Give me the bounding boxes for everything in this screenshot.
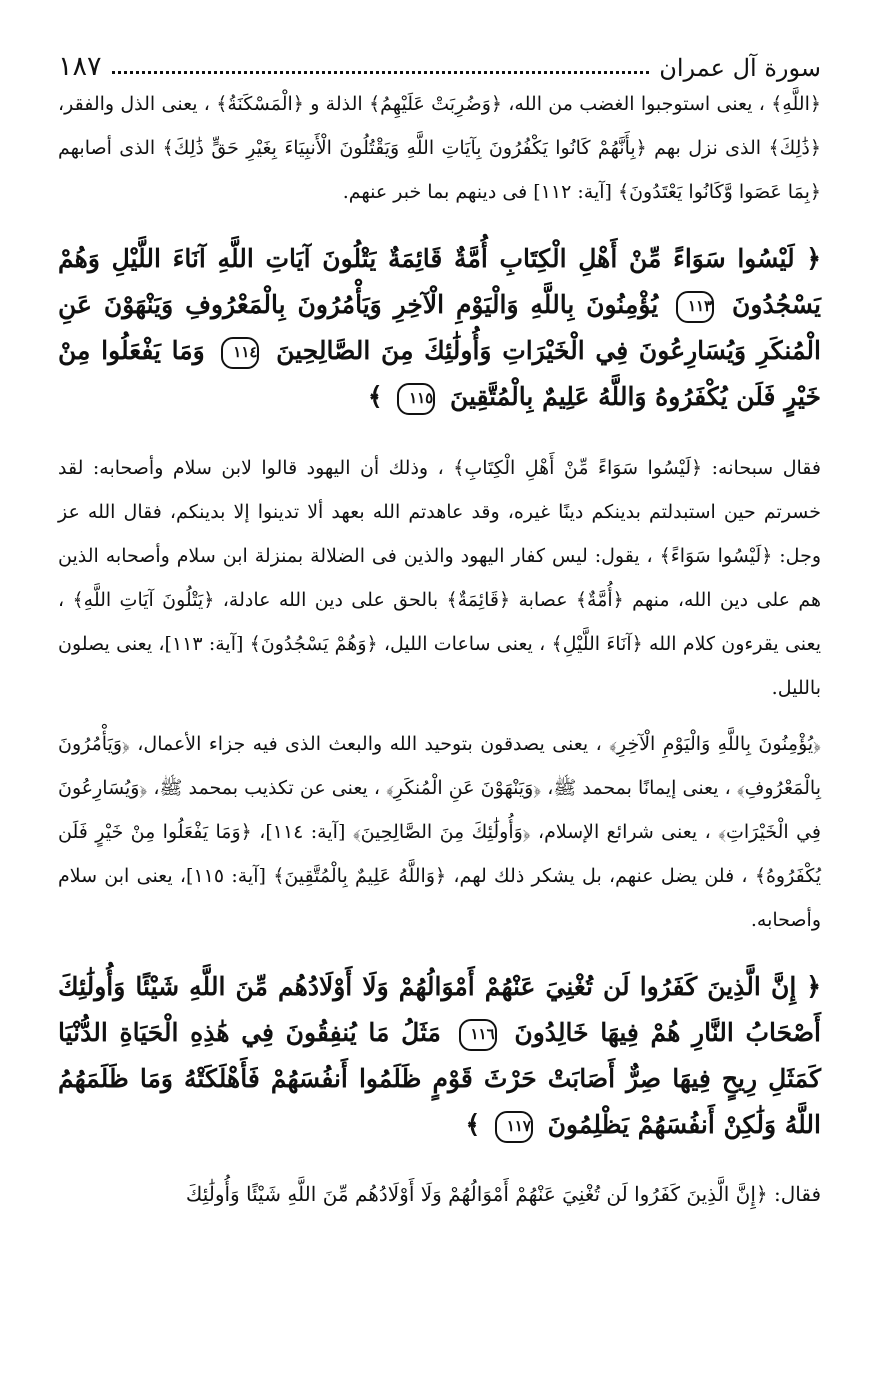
commentary-paragraph: ﴿يُؤْمِنُونَ بِاللَّهِ وَالْيَوْمِ الْآخِرِ﴾ ، يعنى يصدقون بتوحيد الله والبعث الذى فيه جزاء الأعمال، ﴿وَيَأْمُرُونَ بِالْمَعْرُوفِ﴾ ، يعنى إيمانًا بمحمد ﷺ، ﴿وَيَنْهَوْنَ عَنِ الْمُنكَرِ﴾ ، يعنى عن تكذيب بمحمد ﷺ، ﴿وَيُسَارِعُونَ فِي الْخَيْرَاتِ﴾ ، يعنى شرائع الإسلام، ﴿وَأُولَٰئِكَ مِنَ الصَّالِحِينَ﴾ [آية: ١١٤]، ﴿وَمَا يَفْعَلُوا مِنْ خَيْرٍ فَلَن يُكْفَرُوهُ﴾ ، فلن يضل عنهم، بل يشكر ذلك لهم، ﴿وَاللَّهُ عَلِيمٌ بِالْمُتَّقِينَ﴾ [آية: ١١٥]، يعنى ابن سلام وأصحابه. xyxy=(58,733,821,931)
quran-verse-block-2 xyxy=(58,964,821,1148)
verse-text: ﴿ إِنَّ الَّذِينَ كَفَرُوا لَن تُغْنِيَ عَنْهُمْ أَمْوَالُهُمْ وَلَا أَوْلَادُهُم مِّنَ اللَّهِ شَيْئًا وَأُولَٰئِكَ أَصْحَابُ النَّارِ هُمْ فِيهَا خَالِدُونَ xyxy=(58,972,821,1047)
verse-number-marker: ١١٥ xyxy=(397,383,435,415)
commentary-block-3 xyxy=(58,1174,821,1214)
verse-text: مَثَلُ مَا يُنفِقُونَ فِي هَٰذِهِ الْحَيَاةِ الدُّنْيَا كَمَثَلِ رِيحٍ فِيهَا صِرٌّ أَصَابَتْ حَرْثَ قَوْمٍ ظَلَمُوا أَنفُسَهُمْ فَأَهْلَكَتْهُ وَمَا ظَلَمَهُمُ اللَّهُ وَلَٰكِنْ أَنفُسَهُمْ يَظْلِمُونَ xyxy=(58,1018,821,1139)
surah-title: سورة آل عمران xyxy=(659,54,821,82)
commentary-block-2 xyxy=(58,446,821,942)
verse-number-marker: ١١٦ xyxy=(459,1019,497,1051)
commentary-paragraph: ﴿اللَّهِ﴾ ، يعنى استوجبوا الغضب من الله، ﴿وَضُرِبَتْ عَلَيْهِمُ﴾ الذلة و ﴿الْمَسْكَنَةُ﴾ ، يعنى الذل والفقر، ﴿ذَٰلِكَ﴾ الذى نزل بهم ﴿بِأَنَّهُمْ كَانُوا يَكْفُرُونَ بِآيَاتِ اللَّهِ وَيَقْتُلُونَ الْأَنبِيَاءَ بِغَيْرِ حَقٍّ ذَٰلِكَ﴾ الذى أصابهم ﴿بِمَا عَصَوا وَّكَانُوا يَعْتَدُونَ﴾ [آية: ١١٢] فى دينهم بما خبر عنهم. xyxy=(58,93,821,203)
commentary-paragraph: فقال: ﴿إِنَّ الَّذِينَ كَفَرُوا لَن تُغْنِيَ عَنْهُمْ أَمْوَالُهُمْ وَلَا أَوْلَادُهُم مِّنَ اللَّهِ شَيْئًا وَأُولَٰئِكَ xyxy=(185,1182,821,1206)
verse-text: يُؤْمِنُونَ بِاللَّهِ وَالْيَوْمِ الْآخِرِ وَيَأْمُرُونَ بِالْمَعْرُوفِ وَيَنْهَوْنَ عَنِ الْمُنكَرِ وَيُسَارِعُونَ فِي الْخَيْرَاتِ وَأُولَٰئِكَ مِنَ الصَّالِحِينَ xyxy=(58,290,821,365)
commentary-block-1 xyxy=(58,82,821,214)
verse-number-marker: ١١٧ xyxy=(495,1111,533,1143)
page-number: ١٨٧ xyxy=(58,51,102,82)
verse-close-bracket: ﴾ xyxy=(367,382,383,411)
running-header xyxy=(58,40,821,82)
verse-number-marker: ١١٣ xyxy=(676,291,714,323)
commentary-paragraph: فقال سبحانه: ﴿لَيْسُوا سَوَاءً مِّنْ أَهْلِ الْكِتَابِ﴾ ، وذلك أن اليهود قالوا لابن سلام وأصحابه: لقد خسرتم حين استبدلتم بدينكم دينًا غيره، وقد عاهدتم الله بعهد ألا تدينوا إلا بدينكم، فقال الله عز وجل: ﴿لَيْسُوا سَوَاءً﴾ ، يقول: ليس كفار اليهود والذين فى الضلالة بمنزلة ابن سلام وأصحابه الذين هم على دين الله، منهم ﴿أُمَّةٌ﴾ عصابة ﴿قَائِمَةٌ﴾ بالحق على دين الله عادلة، ﴿يَتْلُونَ آيَاتِ اللَّهِ﴾ ، يعنى يقرءون كلام الله ﴿آنَاءَ اللَّيْلِ﴾ ، يعنى ساعات الليل، ﴿وَهُمْ يَسْجُدُونَ﴾ [آية: ١١٣]، يعنى يصلون بالليل. xyxy=(58,457,821,699)
verse-text: ﴿ لَيْسُوا سَوَاءً مِّنْ أَهْلِ الْكِتَابِ أُمَّةٌ قَائِمَةٌ يَتْلُونَ آيَاتِ اللَّهِ آنَاءَ اللَّيْلِ وَهُمْ يَسْجُدُونَ xyxy=(58,244,821,319)
verse-text: وَمَا يَفْعَلُوا مِنْ خَيْرٍ فَلَن يُكْفَرُوهُ وَاللَّهُ عَلِيمٌ بِالْمُتَّقِينَ xyxy=(58,336,821,411)
header-dot-leader xyxy=(112,71,650,74)
quran-verse-block-1 xyxy=(58,236,821,420)
verse-number-marker: ١١٤ xyxy=(221,337,259,369)
verse-close-bracket: ﴾ xyxy=(465,1110,481,1139)
